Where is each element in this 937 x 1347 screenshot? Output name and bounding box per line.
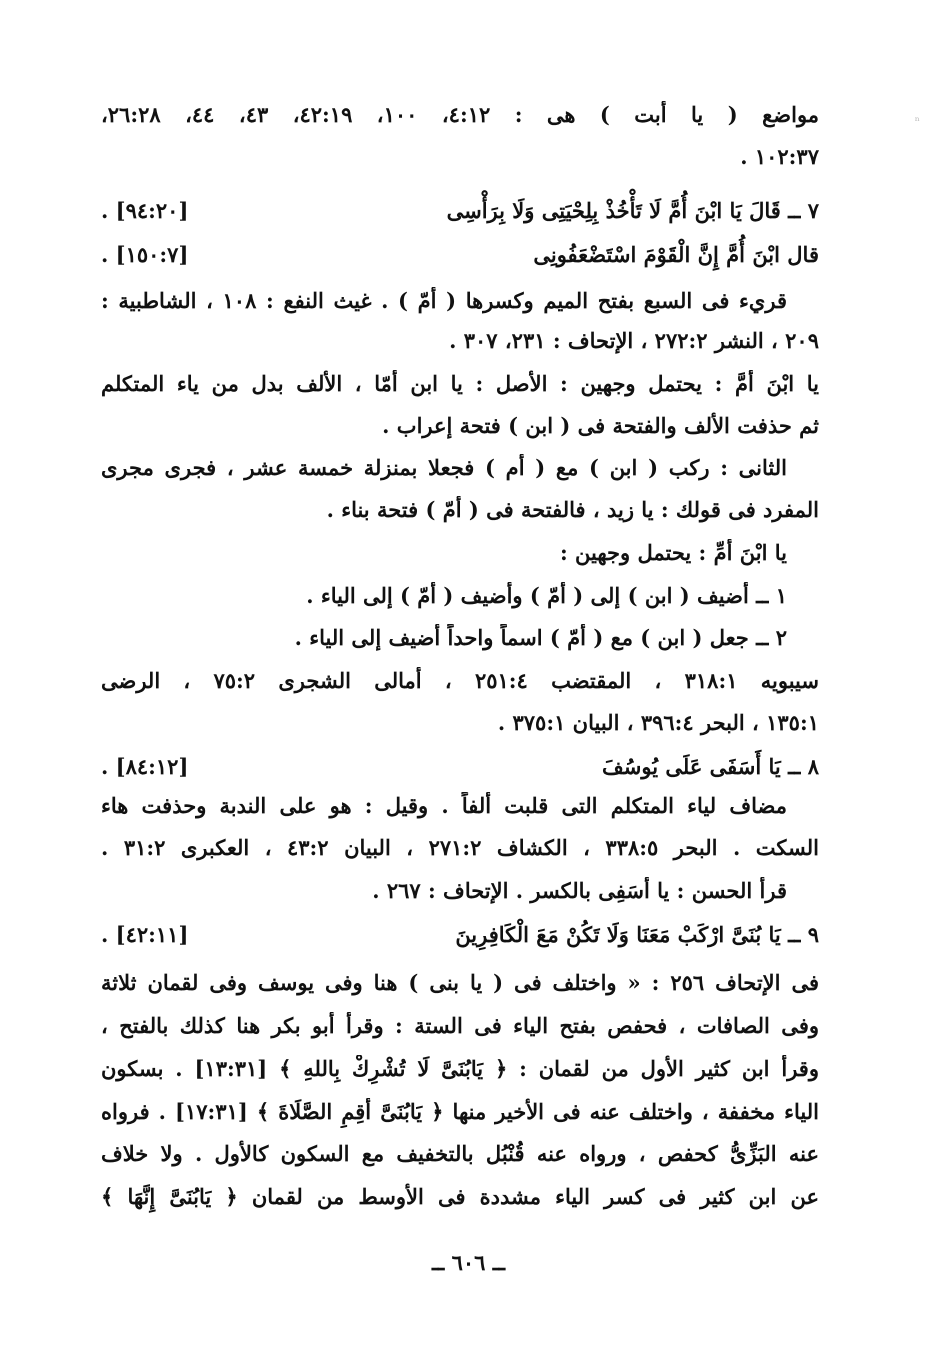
page-number: ــ ٦٠٦ ــ [431,1250,506,1275]
text-line: قرأ الحسن : يا أسَفِى بالكسر . الإتحاف : ٢٦٧ . [372,878,787,903]
text-line: ثم حذفت الألف والفتحة فى ( ابن ) فتحة إعراب . [382,413,819,438]
text-line: الثانى : ركب ( ابن ) مع ( أم ) فجعلا بمنزلة خمسة عشر ، فجرى مجرى [101,455,787,480]
text-line: يا ابْنَ أمِّ : يحتمل وجهين : [559,540,787,565]
text-line: السكت . البحر ٣٣٨:٥ ، الكشاف ٢٧١:٢ ، البيان ٤٣:٢ ، العكبرى ٣١:٢ . [101,835,819,860]
verse-text: قال ابْنَ أُمَّ إِنَّ الْقَوْمَ اسْتَضْعَفُونِى [533,242,819,267]
text-line: ١ ــ أضيف ( ابن ) إلى ( أمّ ) وأضيف ( أمّ ) إلى الياء . [306,583,787,608]
text-line: ١٣٥:١ ، البحر ٣٩٦:٤ ، البيان ٣٧٥:١ . [497,710,819,735]
verse-reference: [٨٤:١٢] . [101,754,189,779]
text-line: وفى الصافات ، فحفص بفتح الياء فى الستة : وقرأ أبو بكر هنا كذلك بالفتح ، [101,1013,819,1038]
text-line: مواضع ( يا أبت ) هى : ٤:١٢، ١٠٠، ٤٢:١٩، ٤٣، ٤٤، ٢٦:٢٨، [101,102,819,127]
text-line: سيبويه ٣١٨:١ ، المقتضب ٢٥١:٤ ، أمالى الشجرى ٧٥:٢ ، الرضى [101,668,819,693]
verse-reference: [٤٢:١١] . [101,922,189,947]
verse-row [101,752,819,784]
text-line: الياء مخففة ، واختلف عنه فى الأخير منها ﴿ يَابُنَىَّ أَقِمِ الصَّلَاةَ ﴾ [١٧:٣١] . فرواه [101,1099,819,1124]
verse-row [101,240,819,272]
verse-row [101,196,819,228]
text-line: عن ابن كثير فى كسر الياء مشددة فى الأوسط من لقمان ﴿ يَابُنَىَّ إِنَّهَا ﴾ [101,1184,819,1209]
scan-mark-icon: ⁿ [914,114,920,128]
text-line: يا ابْنَ أمَّ : يحتمل وجهين : الأصل : يا ابن أمّا ، الألف بدل من ياء المتكلم [101,371,819,396]
verse-row [101,920,819,952]
text-line: مضاف لياء المتكلم التى قلبت ألفاً . وقيل : هو على الندبة وحذفت هاء [101,793,787,818]
verse-reference: [٩٤:٢٠] . [101,198,189,223]
text-line: قريء فى السبع بفتح الميم وكسرها ( أمّ ) . غيث النفع : ١٠٨ ، الشاطبية : [101,288,787,313]
text-line: ١٠٢:٣٧ . [740,144,819,169]
verse-reference: [١٥٠:٧] . [101,242,189,267]
text-line: ٢٠٩ ، النشر ٢٧٢:٢ ، الإتحاف : ٢٣١، ٣٠٧ . [449,328,819,353]
verse-text: ٧ ــ قَالَ يَا ابْنَ أُمَّ لَا تَأْخُذْ بِلِحْيَتِى وَلَا بِرَأْسِى [446,198,819,223]
text-line: عنه البَزِّىُّ كحفص ، ورواه عنه قُنْبُل بالتخفيف مع السكون كالأول . ولا خلاف [101,1141,819,1166]
text-line: وقرأ ابن كثير الأول من لقمان : ﴿ يَابُنَىَّ لَا تُشْرِكْ بِاللهِ ﴾ [١٣:٣١] . بسكون [101,1056,819,1081]
verse-text: ٨ ــ يَا أَسَفَى عَلَى يُوسُفَ [602,754,819,779]
text-line: المفرد فى قولك : يا زيد ، فالفتحة فى ( أمّ ) فتحة بناء . [326,497,819,522]
verse-text: ٩ ــ يَا بُنَىَّ ارْكَبْ مَعَنَا وَلَا تَكُنْ مَعَ الْكَافِرِينَ [455,922,819,947]
text-line: فى الإتحاف ٢٥٦ : « واختلف فى ( يا بنى ) هنا وفى يوسف وفى لقمان ثلاثة [101,970,819,995]
text-line: ٢ ــ جعل ( ابن ) مع ( أمّ ) اسماً واحداً أضيف إلى الياء . [294,625,787,650]
